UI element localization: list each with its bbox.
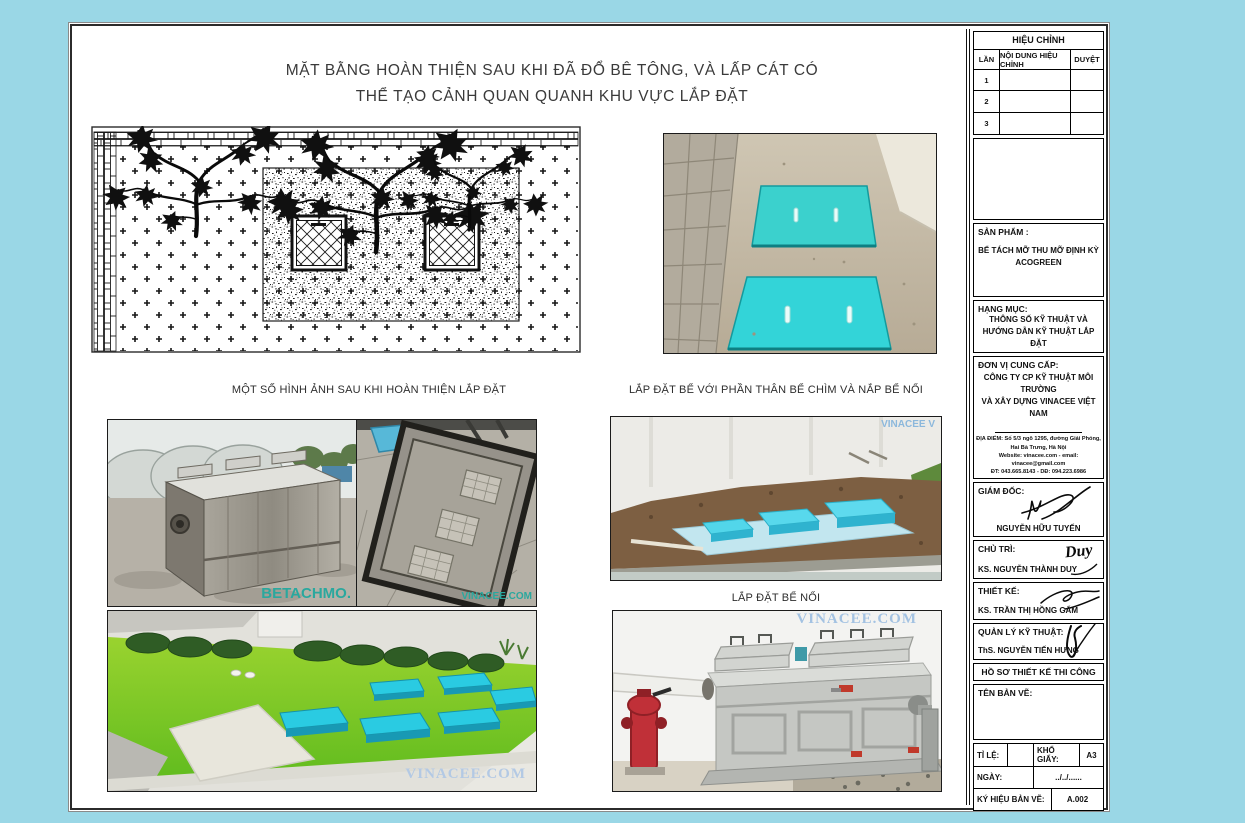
cyan-lid-bottom [728, 277, 891, 349]
watermark-vinacee-semi: VINACEE V [881, 419, 935, 430]
sheet-frame [70, 24, 1108, 810]
lead-name: KS. NGUYỄN THÀNH DUY [978, 565, 1078, 574]
cyan-lid-top [752, 186, 876, 246]
lead-box [973, 540, 1104, 579]
drawing-name-label: TÊN BẢN VẼ: [978, 688, 1033, 698]
site-plan-drawing [91, 126, 581, 353]
watermark-vinacee-gallery: VINACEE.COM [461, 591, 532, 602]
supplier-line2: VÀ XÂY DỰNG VINACEE VIỆT NAM [981, 397, 1096, 418]
code-value: A.002 [1066, 795, 1089, 804]
page-title-line2: THỂ TẠO CẢNH QUAN QUANH KHU VỰC LẮP ĐẶT [355, 87, 749, 105]
tech-manager-name: ThS. NGUYỄN TIẾN HƯNG [978, 646, 1079, 655]
revision-row-3 [974, 113, 1103, 134]
photo-finished-lids [664, 134, 936, 353]
revision-row-1-num: 1 [974, 70, 1000, 90]
category-line2: HƯỚNG DẪN KỸ THUẬT LẮP ĐẶT [982, 327, 1095, 348]
plan-access-lid-1 [292, 216, 346, 270]
a3-drawing-sheet [68, 22, 1110, 812]
plan-wall-top [94, 132, 578, 146]
revision-row-1-content [1000, 70, 1071, 90]
category-label: HẠNG MỤC: [978, 304, 1028, 314]
page-title [112, 58, 992, 109]
designer-box [973, 582, 1104, 620]
revision-row-3-approve [1071, 113, 1103, 134]
photo-lawn-render [108, 611, 536, 791]
product-label: SẢN PHẨM : [978, 227, 1029, 237]
revision-row-3-content [1000, 113, 1071, 134]
title-block [966, 29, 1107, 805]
watermark-vinacee-surface: VINACEE.COM [796, 611, 917, 627]
lead-label: CHỦ TRÌ: [978, 544, 1016, 554]
dossier-bar: HỒ SƠ THIẾT KẾ THI CÔNG [973, 663, 1104, 681]
plan-wall-left [94, 132, 116, 351]
product-line2: ACOGREEN [1015, 258, 1062, 267]
steel-tank [166, 450, 340, 596]
product-line1: BỂ TÁCH MỠ THU MỠ ĐỊNH KỲ [978, 246, 1099, 255]
product-box [973, 223, 1104, 297]
photo-finished-lids-art [664, 134, 936, 353]
supplier-label: ĐƠN VỊ CUNG CẤP: [978, 360, 1059, 370]
revision-row-2-num: 2 [974, 91, 1000, 111]
photo-sunken-tank-art [357, 420, 536, 606]
date-row [974, 767, 1103, 789]
drawing-name-box [973, 684, 1104, 740]
date-value: ../../...... [1055, 773, 1082, 782]
supplier-box [973, 356, 1104, 479]
tech-manager-box [973, 623, 1104, 660]
label-gallery: MỘT SỐ HÌNH ẢNH SAU KHI HOÀN THIỆN LẮP ĐẶT [231, 384, 507, 396]
supplier-address2: Website: vinacee.com - email: vinacee@gmail.com [998, 452, 1079, 467]
photo-semi-buried-art [611, 417, 941, 580]
label-surface: LẮP ĐẶT BỂ NỔI [731, 592, 821, 604]
notes-empty-box [973, 138, 1104, 220]
revision-col-lan: LẦN [974, 50, 1000, 69]
scale-value [1008, 744, 1034, 766]
director-label: GIÁM ĐỐC: [978, 486, 1025, 496]
watermark-betachmo: BETACHMO. [261, 585, 351, 602]
supplier-address [976, 432, 1101, 476]
date-label: NGÀY: [974, 767, 1034, 788]
revision-col-content: NỘI DUNG HIỆU CHỈNH [1000, 50, 1071, 69]
category-line1: THÔNG SỐ KỸ THUẬT VÀ [989, 315, 1088, 324]
supplier-address3: ĐT: 043.665.8143 - DĐ: 094.223.6986 [990, 468, 1087, 475]
title-block-inner [969, 29, 1107, 805]
revision-row-1-approve [1071, 70, 1103, 90]
director-box [973, 482, 1104, 537]
category-box [973, 300, 1104, 353]
designer-name: KS. TRẦN THỊ HỒNG GẤM [978, 606, 1078, 615]
photo-semi-buried [611, 417, 941, 580]
scale-row [974, 744, 1103, 767]
revision-col-approve: DUYỆT [1074, 55, 1100, 64]
scale-label: TỈ LỆ: [974, 744, 1008, 766]
surface-tank [701, 629, 941, 785]
label-semi-buried: LẮP ĐẶT BỂ VỚI PHẦN THÂN BỂ CHÌM VÀ NẮP BỂ NỔI [628, 384, 924, 396]
page-title-line1: MẶT BẰNG HOÀN THIỆN SAU KHI ĐÃ ĐỔ BÊ TÔNG, VÀ LẤP CÁT CÓ [285, 62, 819, 79]
signature-lead: Duy [1064, 541, 1094, 562]
supplier-line1: CÔNG TY CP KỸ THUẬT MÔI TRƯỜNG [983, 373, 1094, 394]
revision-row-3-num: 3 [974, 113, 1000, 134]
revision-table [973, 31, 1104, 135]
supplier-address1: ĐỊA ĐIỂM: Số 5/3 ngõ 1295, đường Giải Phóng, Hai Bà Trưng, Hà Nội [976, 436, 1101, 451]
revision-row-2 [974, 91, 1103, 112]
revision-title: HIỆU CHỈNH [974, 32, 1103, 50]
revision-row-1 [974, 70, 1103, 91]
paper-value: A3 [1086, 750, 1097, 760]
revision-header-row [974, 50, 1103, 70]
revision-row-2-approve [1071, 91, 1103, 111]
designer-label: THIẾT KẾ: [978, 586, 1020, 596]
paper-label: KHỔ GIẤY: [1034, 744, 1080, 766]
tech-manager-label: QUẢN LÝ KỸ THUẬT: [978, 627, 1064, 637]
photo-steel-tank [108, 420, 357, 606]
watermark-vinacee-lawn: VINACEE.COM [405, 766, 526, 782]
code-row [974, 789, 1103, 810]
address-rule [995, 432, 1083, 433]
photo-surface-tank-art [613, 611, 941, 791]
photo-surface-tank [613, 611, 941, 791]
footer-table [973, 743, 1104, 811]
revision-row-2-content [1000, 91, 1071, 111]
code-label: KÝ HIỆU BẢN VẼ: [974, 789, 1052, 810]
photo-sunken-tank [357, 420, 536, 606]
photo-steel-tank-art [108, 420, 357, 606]
photo-lawn-render-art [108, 611, 536, 791]
director-name: NGUYỄN HỮU TUYẾN [996, 524, 1081, 533]
